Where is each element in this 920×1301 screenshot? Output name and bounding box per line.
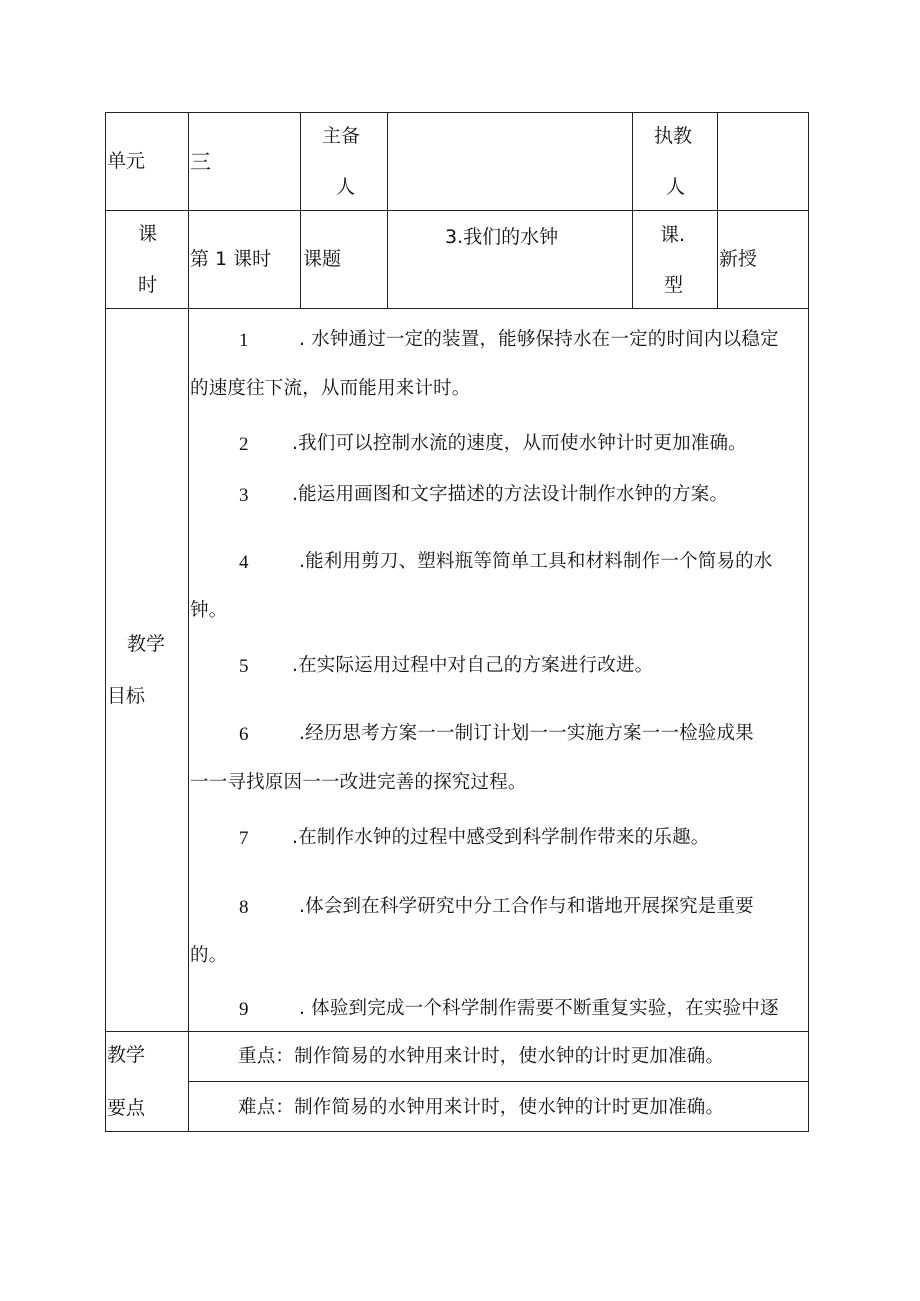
- row-divider-lesson: [105, 308, 809, 309]
- objectives-label-line1: 教学: [127, 633, 166, 655]
- topic-label: 课题: [303, 248, 342, 270]
- objectives-label-line2: 目标: [107, 685, 146, 707]
- objective-5-number: 5: [239, 656, 249, 677]
- objective-5-text: .在实际运用过程中对自己的方案进行改进。: [292, 655, 654, 676]
- table-border-right: [808, 112, 809, 1132]
- unit-value: 三: [190, 150, 211, 174]
- keypoints-label-line2: 要点: [107, 1097, 146, 1119]
- objective-4-number: 4: [239, 552, 249, 573]
- objective-1-text: . 水钟通过一定的装置，能够保持水在一定的时间内以稳定: [299, 329, 779, 350]
- objective-1-continuation: 的速度往下流，从而能用来计时。: [190, 378, 471, 399]
- objective-9-number: 9: [239, 999, 249, 1020]
- col-divider-4: [632, 112, 633, 309]
- row-divider-keypoints: [188, 1081, 809, 1082]
- col-divider-label: [188, 112, 189, 1132]
- period-value: 第 1 课时: [190, 248, 272, 270]
- row-divider-header: [105, 210, 809, 211]
- table-border-bottom: [105, 1131, 809, 1132]
- col-divider-3: [387, 112, 388, 309]
- teacher-label-line2: 人: [666, 176, 686, 198]
- period-label-line2: 时: [138, 274, 158, 296]
- objective-8-continuation: 的。: [190, 945, 228, 966]
- objective-8-text: .体会到在科学研究中分工合作与和谐地开展探究是重要: [299, 896, 754, 917]
- objective-3-text: .能运用画图和文字描述的方法设计制作水钟的方案。: [292, 484, 729, 505]
- type-label-line1: 课.: [660, 224, 686, 246]
- objective-6-text: .经历思考方案一一制订计划一一实施方案一一检验成果: [299, 723, 754, 744]
- unit-label: 单元: [107, 150, 146, 172]
- table-border-top: [105, 112, 809, 113]
- type-label-line2: 型: [664, 274, 684, 296]
- type-value: 新授: [719, 248, 758, 270]
- objective-4-continuation: 钟。: [190, 600, 228, 621]
- teacher-label-line1: 执教: [654, 125, 693, 147]
- objective-3-number: 3: [239, 485, 249, 506]
- keypoints-label-line1: 教学: [107, 1044, 146, 1066]
- topic-value: 3.我们的水钟: [445, 226, 559, 248]
- key-point-difficulty: 难点：制作简易的水钟用来计时，使水钟的计时更加准确。: [238, 1097, 725, 1118]
- table-border-left: [105, 112, 106, 1132]
- objective-6-number: 6: [239, 724, 249, 745]
- objective-7-text: .在制作水钟的过程中感受到科学制作带来的乐趣。: [292, 827, 710, 848]
- main-preparer-label-line1: 主备: [322, 125, 361, 147]
- period-label-line1: 课: [138, 223, 158, 245]
- objective-4-text: .能利用剪刀、塑料瓶等简单工具和材料制作一个简易的水: [299, 551, 773, 572]
- col-divider-5: [717, 112, 718, 309]
- main-preparer-label-line2: 人: [336, 176, 356, 198]
- objective-9-text: . 体验到完成一个科学制作需要不断重复实验，在实验中逐: [299, 998, 779, 1019]
- objective-1-number: 1: [239, 330, 249, 351]
- objective-2-text: .我们可以控制水流的速度，从而使水钟计时更加准确。: [292, 433, 747, 454]
- row-divider-objectives: [105, 1031, 809, 1032]
- objective-8-number: 8: [239, 897, 249, 918]
- objective-7-number: 7: [239, 828, 249, 849]
- key-point-focus: 重点：制作简易的水钟用来计时，使水钟的计时更加准确。: [238, 1046, 725, 1067]
- objective-6-continuation: 一一寻找原因一一改进完善的探究过程。: [190, 772, 527, 793]
- col-divider-2: [300, 112, 301, 309]
- objective-2-number: 2: [239, 434, 249, 455]
